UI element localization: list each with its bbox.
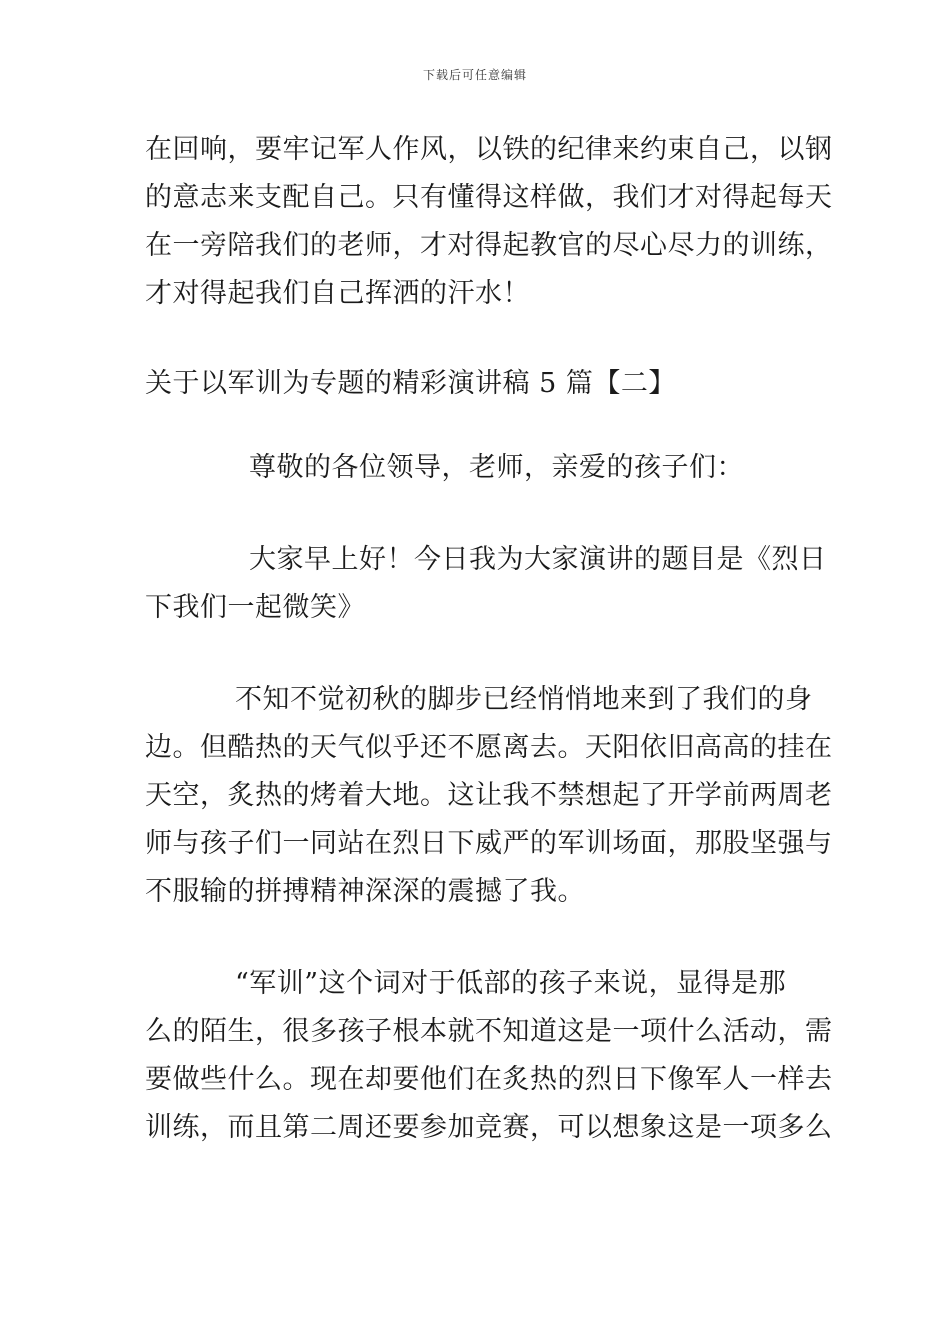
text-line: 边。但酷热的天气似乎还不愿离去。天阳依旧高高的挂在 (145, 732, 833, 763)
greeting: 尊敬的各位领导，老师，亲爱的孩子们： (249, 452, 744, 483)
text-line: 在回响，要牢记军人作风，以铁的纪律来约束自己，以钢 (145, 134, 833, 165)
paragraph-4 (145, 960, 833, 1152)
text-line: 不知不觉初秋的脚步已经悄悄地来到了我们的身 (235, 684, 813, 715)
paragraph-1 (145, 126, 833, 318)
text-line: 下我们一起微笑》 (145, 592, 365, 623)
document-body (145, 126, 833, 1152)
text-line: 训练，而且第二周还要参加竞赛，可以想象这是一项多么 (145, 1112, 833, 1143)
text-line: 的意志来支配自己。只有懂得这样做，我们才对得起每天 (145, 182, 833, 213)
page-header: 下载后可任意编辑 (422, 68, 527, 82)
text-line: “军训”这个词对于低部的孩子来说，显得是那 (235, 968, 787, 999)
paragraph-2 (145, 536, 827, 632)
text-line: 么的陌生，很多孩子根本就不知道这是一项什么活动，需 (145, 1016, 833, 1047)
text-line: 才对得起我们自己挥洒的汗水！ (145, 278, 530, 309)
text-line: 大家早上好！今日我为大家演讲的题目是《烈日 (249, 544, 827, 575)
section-heading: 关于以军训为专题的精彩演讲稿 5 篇【二】 (145, 368, 676, 399)
paragraph-3 (145, 676, 833, 916)
text-line: 要做些什么。现在却要他们在炙热的烈日下像军人一样去 (145, 1064, 833, 1095)
text-line: 在一旁陪我们的老师，才对得起教官的尽心尽力的训练， (145, 230, 833, 261)
text-line: 天空，炙热的烤着大地。这让我不禁想起了开学前两周老 (145, 780, 833, 811)
text-line: 师与孩子们一同站在烈日下威严的军训场面，那股坚强与 (145, 828, 833, 859)
text-line: 不服输的拼搏精神深深的震撼了我。 (145, 876, 585, 907)
